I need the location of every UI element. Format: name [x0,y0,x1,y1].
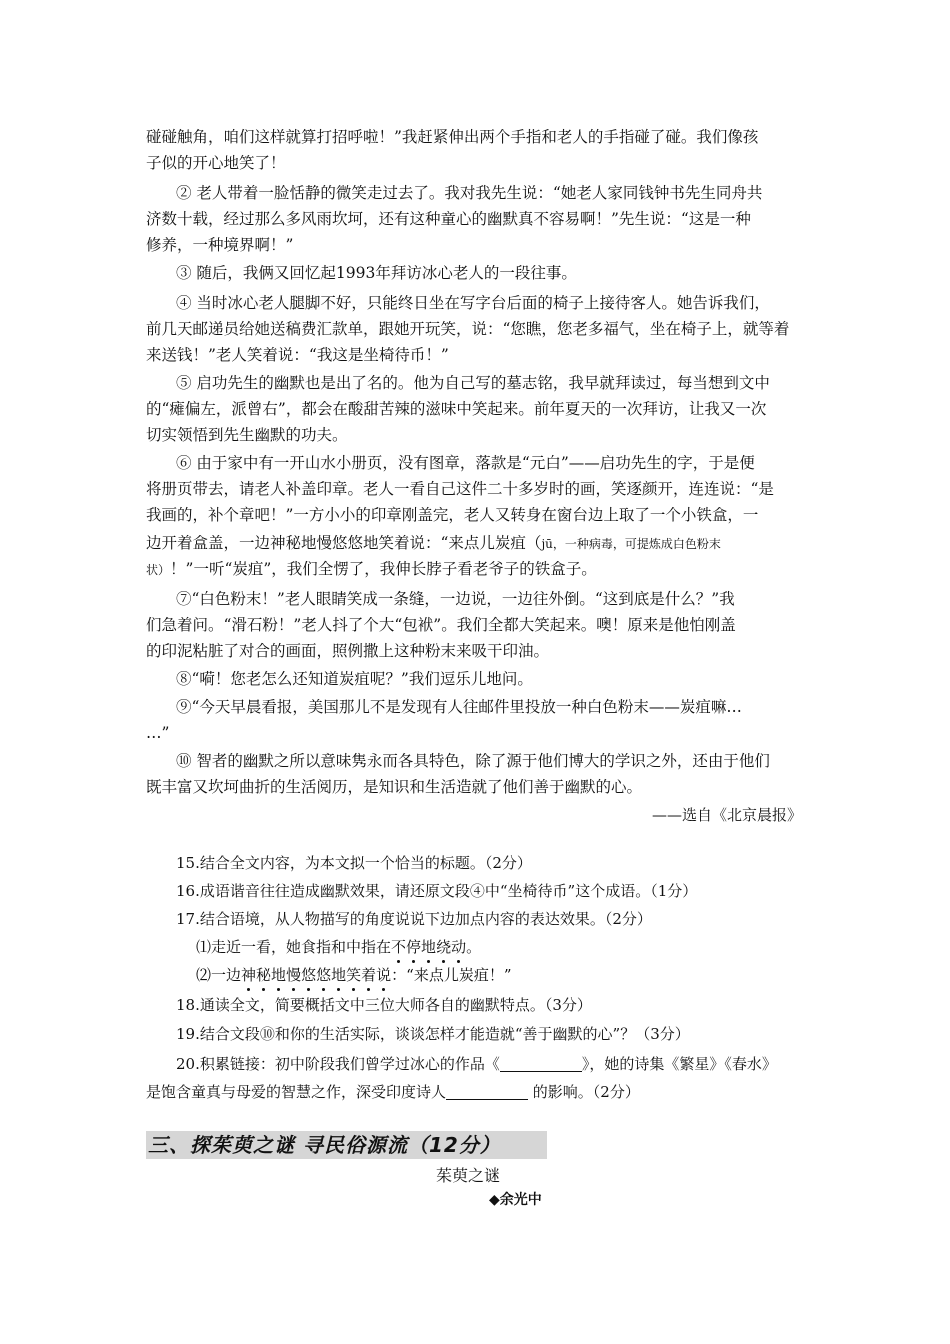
question-text: 是饱含童真与母爱的智慧之作，深受印度诗人 [146,1083,447,1101]
dotted-char: 动 [451,934,466,960]
paragraph-2-line: ② 老人带着一脸恬静的微笑走过去了。我对我先生说：“她老人家同钱钟书先生同舟共 [176,184,763,202]
dotted-char: 悠 [301,962,316,988]
passage-line: 我画的，补个章吧！”一方小小的印章刚盖完，老人又转身在窗台边上取了一个小铁盒，一 [146,506,759,524]
passage-line: 将册页带去，请老人补盖印章。老人一看自己这件二十多岁时的画，笑逐颜开，连连说：“是 [146,480,774,498]
dotted-char: 地 [421,934,436,960]
passage-line: 来送钱！”老人笑着说：“我这是坐椅待币！” [146,346,449,364]
paragraph-4-line: ④ 当时冰心老人腿脚不好，只能终日坐在写字台后面的椅子上接待客人。她告诉我们， [176,294,770,312]
dotted-char: 悠 [316,962,331,988]
passage-line: 切实领悟到先生幽默的功夫。 [146,426,348,444]
question-20-continued [146,1079,810,1105]
dotted-char: 停 [406,934,421,960]
dotted-char: 慢 [286,962,301,988]
passage-line: 的印泥粘脏了对合的画面，照例撒上这种粉末来吸干印油。 [146,642,550,660]
question-19: 19.结合文段⑩和你的生活实际，谈谈怎样才能造就“善于幽默的心”？（3分） [176,1025,690,1043]
question-18: 18.通读全文，简要概括文中三位大师各自的幽默特点。（3分） [176,996,592,1014]
passage-line: 既丰富又坎坷曲折的生活阅历，是知识和生活造就了他们善于幽默的心。 [146,778,643,796]
dotted-char: 秘 [256,962,271,988]
passage-line [146,556,810,582]
passage-text: 边开着盒盖，一边神秘地慢悠悠地笑着说：“来点儿炭疽（ [146,534,542,552]
question-text: 20.积累链接：初中阶段我们曾学过冰心的作品《 [176,1055,500,1073]
passage-line: 济数十载，经过那么多风雨坎坷，还有这种童心的幽默真不容易啊！”先生说：“这是一种 [146,210,751,228]
dotted-char: 不 [391,934,406,960]
paragraph-6-line: ⑥ 由于家中有一开山水小册页，没有图章，落款是“元白”——启功先生的字，于是便 [176,454,755,472]
passage-line: 的“瘫偏左，派曾右”，都会在酸甜苦辣的滋味中笑起来。前年夏天的一次拜访，让我又一次 [146,400,767,418]
source-citation: ——选自《北京晨报》 [651,806,802,824]
article-author: ◆余光中 [489,1192,542,1208]
passage-line: 前几天邮递员给她送稿费汇款单，跟她开玩笑，说：“您瞧，您老多福气，坐在椅子上，就等着 [146,320,790,338]
article-title: 茱萸之谜 [436,1166,501,1185]
question-text: ⑵一边 [196,966,242,984]
question-text: ⑴走近一看，她食指和中指在 [196,938,392,956]
question-17-part-1 [196,934,810,960]
paragraph-9-line: ⑨“今天早晨看报，美国那儿不是发现有人往邮件里投放一种白色粉末——炭疽嘛… [176,698,742,716]
answer-blank[interactable] [446,1083,528,1100]
paragraph-10-line: ⑩ 智者的幽默之所以意味隽永而各具特色，除了源于他们博大的学识之外，还由于他们 [176,752,770,770]
question-16: 16.成语谐音往往造成幽默效果，请还原文段④中“坐椅待币”这个成语。（1分） [176,882,698,900]
passage-line [146,530,810,556]
question-text: 》，她的诗集《繁星》《春水》 [581,1055,777,1073]
paragraph-7-line: ⑦“白色粉末！”老人眼睛笑成一条缝，一边说，一边往外倒。“这到底是什么？”我 [176,590,735,608]
question-text: 的影响。（2分） [528,1083,640,1101]
passage-line: 子似的开心地笑了！ [146,154,286,172]
dotted-char: 笑 [346,962,361,988]
dotted-char: 着 [361,962,376,988]
dotted-char: 神 [241,962,256,988]
dotted-char: 说 [376,962,391,988]
dotted-char: 地 [271,962,286,988]
passage-line: 修养，一种境界啊！” [146,236,294,254]
dotted-char: 地 [331,962,346,988]
question-20 [176,1051,810,1077]
annotation-note: 状） [146,563,171,577]
passage-line: 们急着问。“滑石粉！”老人抖了个大“包袱”。我们全都大笑起来。噢！原来是他怕刚盖 [146,616,736,634]
dotted-text [391,938,466,956]
question-text: ：“来点儿炭疽！” [391,966,512,984]
paragraph-8-line: ⑧“嗬！您老怎么还知道炭疽呢？”我们逗乐儿地问。 [176,670,533,688]
answer-blank[interactable] [500,1055,582,1072]
passage-text: ！”一听“炭疽”，我们全愣了，我伸长脖子看老爷子的铁盒子。 [170,560,597,578]
section-heading: 三、探茱萸之谜 寻民俗源流（12分） [146,1131,547,1159]
paragraph-5-line: ⑤ 启功先生的幽默也是出了名的。他为自己写的墓志铭，我早就拜读过，每当想到文中 [176,374,770,392]
passage-line: 碰碰触角，咱们这样就算打招呼啦！”我赶紧伸出两个手指和老人的手指碰了碰。我们像孩 [146,128,759,146]
passage-line: …” [146,724,170,742]
question-15: 15.结合全文内容，为本文拟一个恰当的标题。（2分） [176,854,532,872]
dotted-text [241,966,391,984]
question-text: 。 [466,938,482,956]
dotted-char: 绕 [436,934,451,960]
question-17: 17.结合语境，从人物描写的角度说说下边加点内容的表达效果。（2分） [176,910,652,928]
question-17-part-2 [196,962,810,988]
paragraph-3-line: ③ 随后，我俩又回忆起1993年拜访冰心老人的一段往事。 [176,264,577,282]
annotation-note: jū，一种病毒，可提炼成白色粉末 [541,537,721,551]
